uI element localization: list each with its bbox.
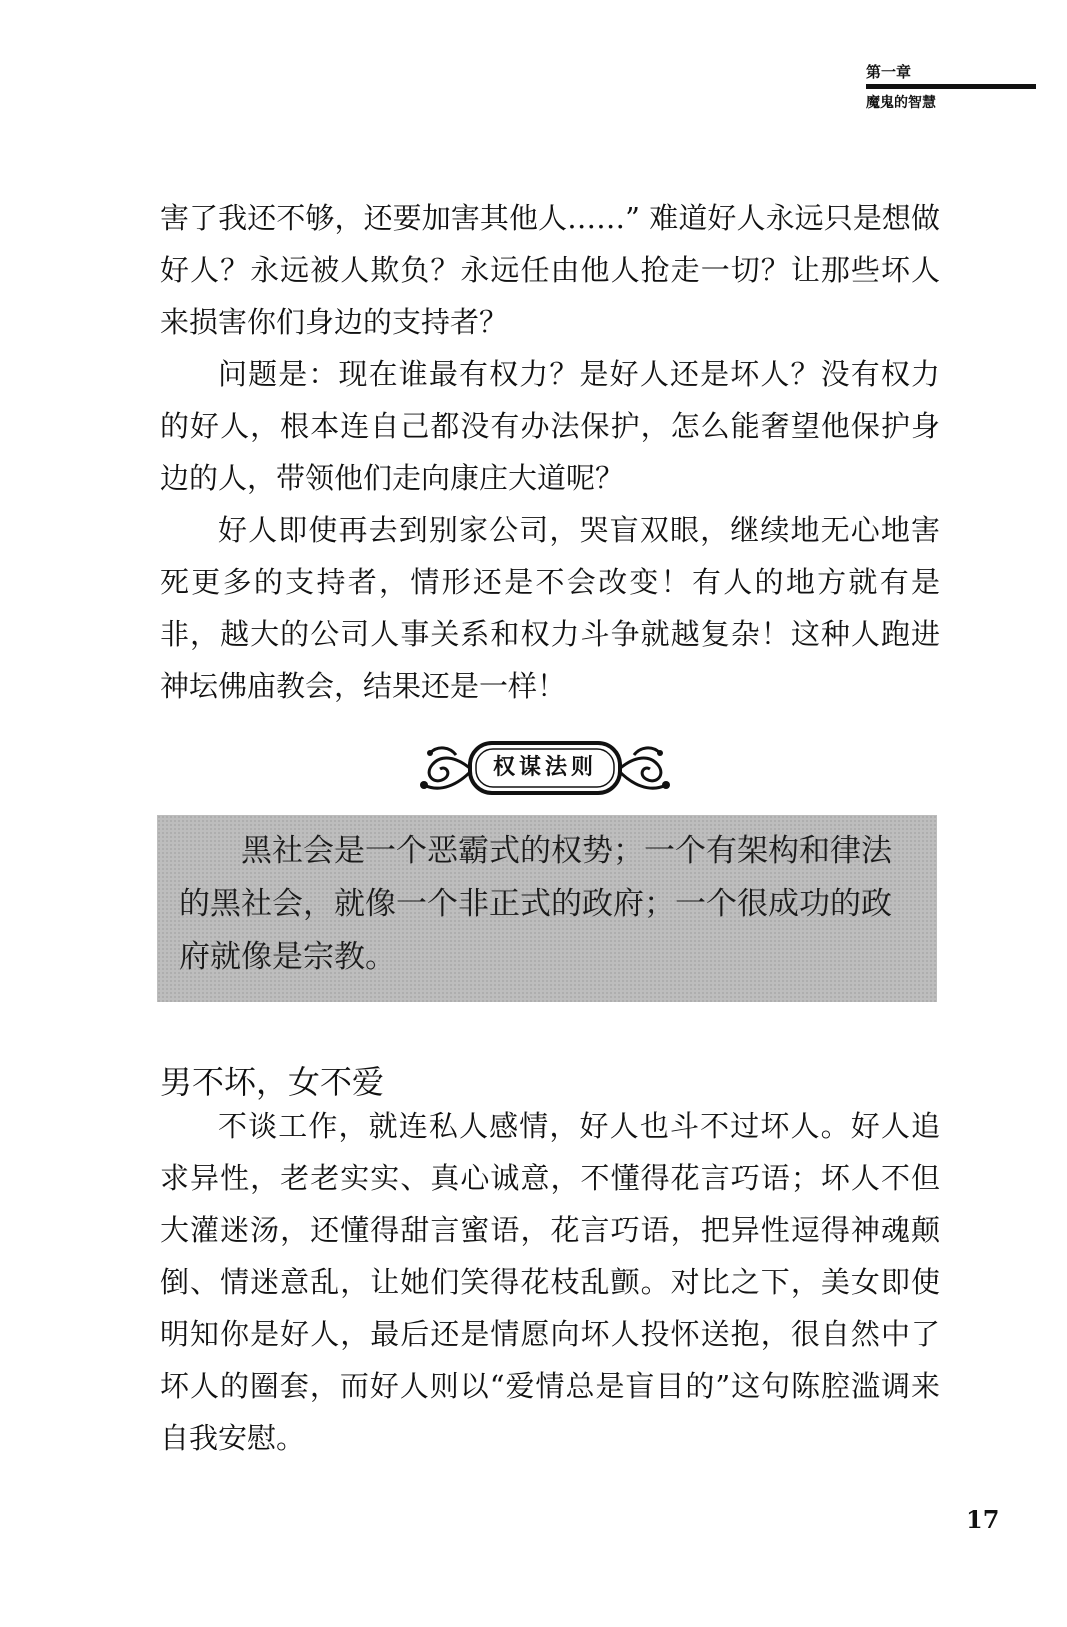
quote-box [157,815,937,1002]
paragraph-continued: 害了我还不够，还要加害其他人……” 难道好人永远只是想做好人？永远被人欺负？永远任由他人抢走一切？让那些坏人来损害你们身边的支持者？ [160,201,940,339]
running-header [866,62,1036,113]
section-heading: 男不坏，女不爱 [160,1063,385,1101]
body-text-section [160,1100,940,1464]
body-text-top [160,192,940,712]
chapter-label: 第一章 [866,63,912,81]
section-banner [410,735,680,805]
banner-label: 权谋法则 [492,755,597,780]
chapter-title: 魔鬼的智慧 [866,95,936,111]
paragraph: 好人即使再去到别家公司，哭盲双眼，继续地无心地害死更多的支持者，情形还是不会改变！有人的地方就有是非，越大的公司人事关系和权力斗争就越复杂！这种人跑进神坛佛庙教会，结果还是一样！ [160,513,940,703]
paragraph: 不谈工作，就连私人感情，好人也斗不过坏人。好人追求异性，老老实实、真心诚意，不懂得花言巧语；坏人不但大灌迷汤，还懂得甜言蜜语，花言巧语，把异性逗得神魂颠倒、情迷意乱，让她们笑得花枝乱颤。对比之下，美女即使明知你是好人，最后还是情愿向坏人投怀送抱，很自然中了坏人的圈套，而好人则以“爱情总是盲目的”这句陈腔滥调来自我安慰。 [160,1109,940,1455]
page-number: 17 [966,1505,1000,1534]
paragraph: 问题是：现在谁最有权力？是好人还是坏人？没有权力的好人，根本连自己都没有办法保护，怎么能奢望他保护身边的人，带领他们走向康庄大道呢？ [160,357,940,495]
header-rule [866,84,1036,89]
quote-text: 黑社会是一个恶霸式的权势；一个有架构和律法的黑社会，就像一个非正式的政府；一个很成功的政府就像是宗教。 [179,833,892,975]
